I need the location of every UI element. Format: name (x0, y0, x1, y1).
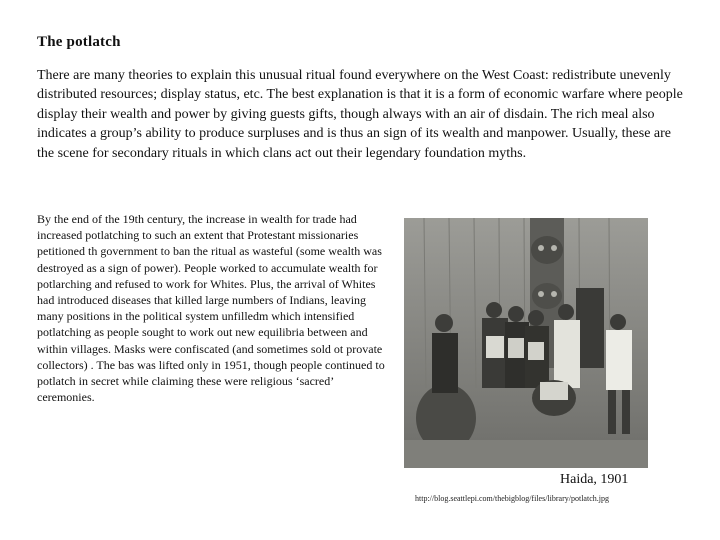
page-title: The potlatch (37, 34, 121, 50)
intro-paragraph: There are many theories to explain this unusual ritual found everywhere on the West Coast: redistribute unevenly distributed resources; display status, etc. The best explanation is that it is a form of economic warfare where people display their wealth and power by giving guests gifts, though always with an air of disdain. The rich meal also indicates a group’s ability to produce surpluses and is thus an sign of its wealth and manpower. Usually, these are the scene for secondary rituals in which clans act out their legendary foundation myths. (37, 68, 683, 161)
source-link[interactable]: http://blog.seattlepi.com/thebigblog/files/library/potlatch.jpg (415, 494, 609, 503)
history-paragraph: By the end of the 19th century, the increase in wealth for trade had increased potlatching to such an extent that Protestant missionaries petitioned th government to ban the ritual as wasteful (some wealth was destroyed as a sign of power). People worked to accumulate wealth for potlarching and refused to work for Whites. Plus, the arrival of Whites had introduced diseases that killed large numbers of Indians, leaving many positions in the political system unfilledm which intensified potlatching as people sought to work out new equilibria between and within villages. Masks were confiscated (and sometimes sold ot provate collectors) . The bas was lifted only in 1951, though people continued to potlatch in secret while claiming these were religious ‘sacred’ ceremonies. (37, 212, 385, 405)
ground (404, 440, 648, 468)
historical-photo (404, 218, 648, 468)
photo-caption: Haida, 1901 (560, 472, 629, 487)
doorway (576, 288, 604, 368)
photo-illustration (404, 218, 648, 468)
